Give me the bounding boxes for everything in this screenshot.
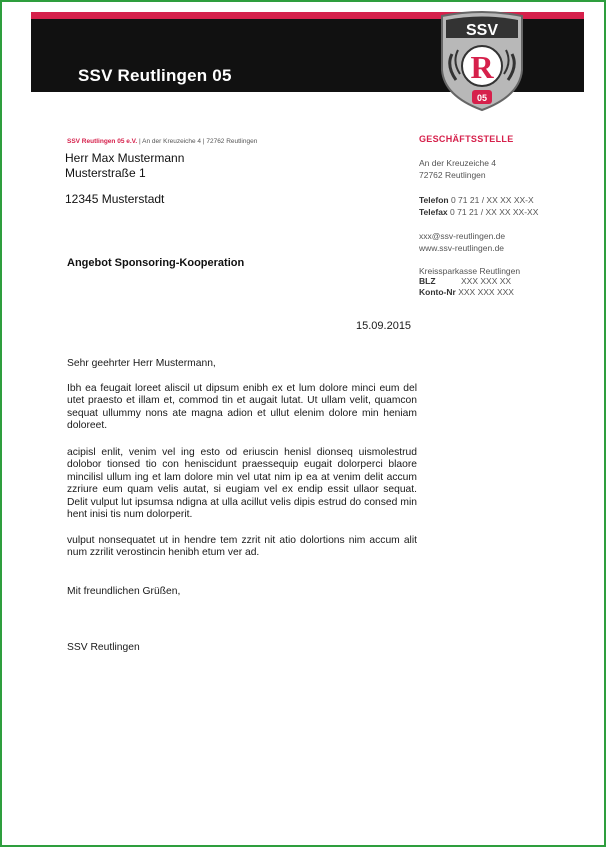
sidebar-city: 72762 Reutlingen bbox=[419, 170, 486, 180]
salutation: Sehr geehrter Herr Mustermann, bbox=[67, 358, 216, 369]
blz-label: BLZ bbox=[419, 276, 436, 286]
phone-value: 0 71 21 / XX XX XX-X bbox=[450, 195, 534, 205]
sidebar-title: GESCHÄFTSSTELLE bbox=[419, 134, 514, 144]
sidebar-bank-name: Kreissparkasse Reutlingen bbox=[419, 266, 521, 276]
crest-badge-text: 05 bbox=[476, 93, 488, 103]
sidebar-email: xxx@ssv-reutlingen.de bbox=[419, 231, 506, 241]
recipient-street: Musterstraße 1 bbox=[65, 166, 146, 180]
club-name: SSV Reutlingen 05 bbox=[78, 66, 232, 85]
sidebar-fax bbox=[419, 207, 538, 217]
body-paragraph-3: vulput nonsequatet ut in hendre tem zzrit nit atio dolortions nim accum alit num zzrilit verostincin henibh etum ver ad. bbox=[67, 535, 417, 559]
signature: SSV Reutlingen bbox=[67, 642, 140, 653]
closing: Mit freundlichen Grüßen, bbox=[67, 586, 181, 597]
account-label: Konto-Nr bbox=[419, 287, 456, 297]
club-crest-logo bbox=[436, 10, 528, 112]
body-paragraph-2: acipisl enlit, venim vel ing esto od eriuscin henisl dionseq uismolestrud dolobor tionsed tio con heniscidunt praessequip eugait dolorperci blaore mincilisl ullum ing et lam dolore min vel utat nim ip ea at venim delit accum zzriure eum quam velis autat, si eugiam vel ex endip essit ullaor sequat. Delit vulput lut ipsumsa ndigna at ulla acillut velis dipis estrud do consed min hent inisi tis num dolorperit. bbox=[67, 447, 417, 521]
crest-top-text: SSV bbox=[465, 22, 499, 39]
sidebar-blz bbox=[419, 276, 511, 286]
sender-address: | An der Kreuzeiche 4 | 72762 Reutlingen bbox=[139, 138, 258, 145]
letter-date: 15.09.2015 bbox=[356, 320, 412, 332]
sender-club: SSV Reutlingen 05 e.V. bbox=[67, 138, 138, 145]
blz-value: XXX XXX XX bbox=[461, 276, 512, 286]
account-value: XXX XXX XXX bbox=[458, 287, 514, 297]
sidebar-street: An der Kreuzeiche 4 bbox=[419, 158, 497, 168]
sidebar-phone bbox=[419, 195, 534, 205]
fax-value: 0 71 21 / XX XX XX-XX bbox=[450, 207, 539, 217]
recipient-city: 12345 Musterstadt bbox=[65, 192, 165, 206]
letter-subject: Angebot Sponsoring-Kooperation bbox=[67, 257, 245, 269]
crest-letter: R bbox=[470, 49, 494, 85]
sidebar-account bbox=[419, 287, 514, 297]
body-paragraph-1: Ibh ea feugait loreet aliscil ut dipsum enibh ex et lum dolore minci eum del utet praesto et illam et, commod tin et augait lutat. Ut ullam velit, quamcon sequat ullummy nons ate magna adion et ullut elenim dolore min heniam doloreet. bbox=[67, 383, 417, 432]
fax-label: Telefax bbox=[419, 207, 448, 217]
sidebar-web: www.ssv-reutlingen.de bbox=[419, 243, 505, 253]
recipient-name: Herr Max Mustermann bbox=[65, 151, 185, 165]
sender-return-line bbox=[67, 138, 257, 145]
phone-label: Telefon bbox=[419, 195, 449, 205]
